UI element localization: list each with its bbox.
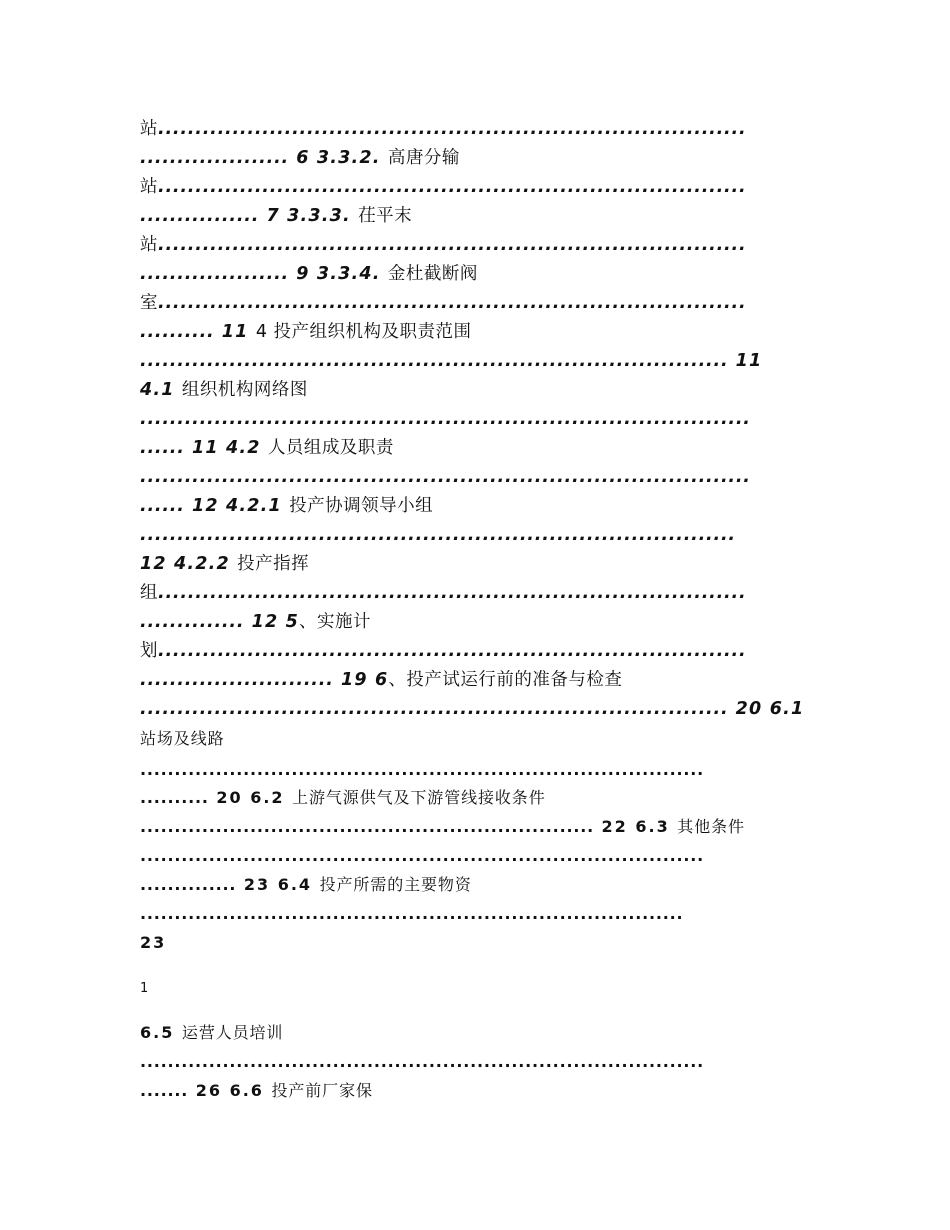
toc-entry-text: 组 xyxy=(140,583,158,603)
toc-entry-text: 投产前厂家保 xyxy=(271,1081,373,1100)
toc-entry-text: 投产指挥 xyxy=(237,554,310,574)
toc-line xyxy=(140,786,546,810)
toc-page-ref: 12 4.2.1 xyxy=(184,496,290,516)
toc-leader-dots: ............................................................................... xyxy=(158,119,747,139)
toc-leader-dots: ................................................................................ xyxy=(140,525,736,545)
toc-line xyxy=(140,494,433,518)
toc-leader-dots: ...... xyxy=(140,438,185,458)
toc-entry-text: 其他条件 xyxy=(677,817,745,836)
toc-leader-dots: .................... xyxy=(140,264,289,284)
toc-leader-dots: .............. xyxy=(140,612,245,632)
toc-line xyxy=(140,320,472,344)
toc-leader-dots: .................................................................. xyxy=(140,817,594,836)
toc-leader-dots: .................................................................................. xyxy=(140,467,751,487)
toc-leader-dots: ............................................................................... xyxy=(158,583,747,603)
toc-line xyxy=(140,727,225,751)
toc-entry-text: 4 投产组织机构及职责范围 xyxy=(255,322,472,342)
toc-line xyxy=(140,758,704,782)
toc-page-ref: 7 3.3.3. xyxy=(259,206,359,226)
toc-line xyxy=(140,146,460,170)
page-number xyxy=(140,977,149,1001)
toc-line xyxy=(140,291,746,315)
toc-leader-dots: ...... xyxy=(140,496,185,516)
toc-entry-text: 上游气源供气及下游管线接收条件 xyxy=(292,788,546,807)
toc-leader-dots: .................................................................................. xyxy=(140,409,751,429)
toc-line xyxy=(140,204,412,228)
toc-page-ref: 26 6.6 xyxy=(188,1081,272,1100)
toc-page-ref: 22 6.3 xyxy=(593,817,678,836)
toc-line xyxy=(140,815,745,839)
toc-leader-dots: .................................................................................. xyxy=(140,1052,705,1071)
toc-entry-text: 站场及线路 xyxy=(140,729,225,748)
toc-line xyxy=(140,668,622,692)
toc-page-ref: 11 xyxy=(728,351,763,371)
toc-entry-text: 组织机构网络图 xyxy=(181,380,308,400)
toc-entry-text: 1 xyxy=(140,981,149,996)
toc-leader-dots: .................................................................................. xyxy=(140,760,705,779)
toc-leader-dots: ............................................................................... xyxy=(140,699,729,719)
toc-page-ref: 4.1 xyxy=(140,380,182,400)
toc-page-ref: 23 6.4 xyxy=(236,875,320,894)
toc-page-ref: 20 xyxy=(728,699,770,719)
toc-line xyxy=(140,902,683,926)
toc-line xyxy=(140,844,704,868)
toc-leader-dots: ............................................................................... xyxy=(158,641,747,661)
toc-line xyxy=(140,552,309,576)
toc-line xyxy=(140,610,371,634)
toc-leader-dots: ............................................................................... xyxy=(158,177,747,197)
toc-leader-dots: .......... xyxy=(140,322,215,342)
toc-entry-text: 高唐分输 xyxy=(387,148,460,168)
toc-leader-dots: .......... xyxy=(140,788,209,807)
toc-line xyxy=(140,465,751,489)
toc-line xyxy=(140,931,166,955)
toc-entry-text: 站 xyxy=(140,119,158,139)
toc-line xyxy=(140,378,308,402)
toc-page-ref: 6 3.3.2. xyxy=(288,148,388,168)
toc-page-ref: 11 xyxy=(214,322,256,342)
toc-leader-dots: .................................................................................. xyxy=(140,846,705,865)
toc-entry-text: 运营人员培训 xyxy=(181,1023,284,1042)
toc-entry-text: 站 xyxy=(140,235,158,255)
toc-line xyxy=(140,436,394,460)
toc-leader-dots: .............. xyxy=(140,875,237,894)
toc-page-ref: 6.1 xyxy=(769,699,805,719)
toc-page-ref: 9 3.3.4. xyxy=(288,264,388,284)
toc-line xyxy=(140,523,736,547)
toc-line xyxy=(140,639,746,663)
toc-line xyxy=(140,407,751,431)
toc-page-ref: 12 5 xyxy=(244,612,299,632)
toc-entry-text: 金杜截断阀 xyxy=(387,264,478,284)
toc-page-ref: 23 xyxy=(140,933,167,952)
toc-leader-dots: ................ xyxy=(140,206,260,226)
toc-leader-dots: .......................... xyxy=(140,670,334,690)
toc-leader-dots: ............................................................................... xyxy=(140,351,729,371)
toc-entry-text: 投产所需的主要物资 xyxy=(319,875,472,894)
toc-line xyxy=(140,697,804,721)
toc-leader-dots: .................... xyxy=(140,148,289,168)
toc-line xyxy=(140,1021,283,1045)
toc-line xyxy=(140,233,746,257)
toc-line xyxy=(140,581,746,605)
toc-entry-text: 投产协调领导小组 xyxy=(289,496,434,516)
toc-leader-dots: ............................................................................... xyxy=(158,293,747,313)
toc-entry-text: 室 xyxy=(140,293,158,313)
toc-leader-dots: ....... xyxy=(140,1081,189,1100)
toc-page-ref: 19 6 xyxy=(333,670,389,690)
toc-entry-text: 人员组成及职责 xyxy=(267,438,394,458)
toc-entry-text: 、投产试运行前的准备与检查 xyxy=(388,670,623,690)
toc-line xyxy=(140,349,762,373)
toc-line xyxy=(140,117,746,141)
toc-page-ref: 20 6.2 xyxy=(208,788,293,807)
toc-leader-dots: ............................................................................... xyxy=(140,904,684,923)
toc-page-ref: 12 4.2.2 xyxy=(140,554,238,574)
toc-leader-dots: ............................................................................... xyxy=(158,235,747,255)
toc-line xyxy=(140,175,746,199)
toc-entry-text: 划 xyxy=(140,641,158,661)
toc-line xyxy=(140,873,472,897)
toc-page-ref: 6.5 xyxy=(140,1023,182,1042)
toc-entry-text: 、实施计 xyxy=(299,612,371,632)
toc-page-ref: 11 4.2 xyxy=(184,438,268,458)
toc-line xyxy=(140,1079,373,1103)
toc-line xyxy=(140,1050,704,1074)
toc-entry-text: 茌平末 xyxy=(358,206,413,226)
toc-line xyxy=(140,262,478,286)
toc-entry-text: 站 xyxy=(140,177,158,197)
